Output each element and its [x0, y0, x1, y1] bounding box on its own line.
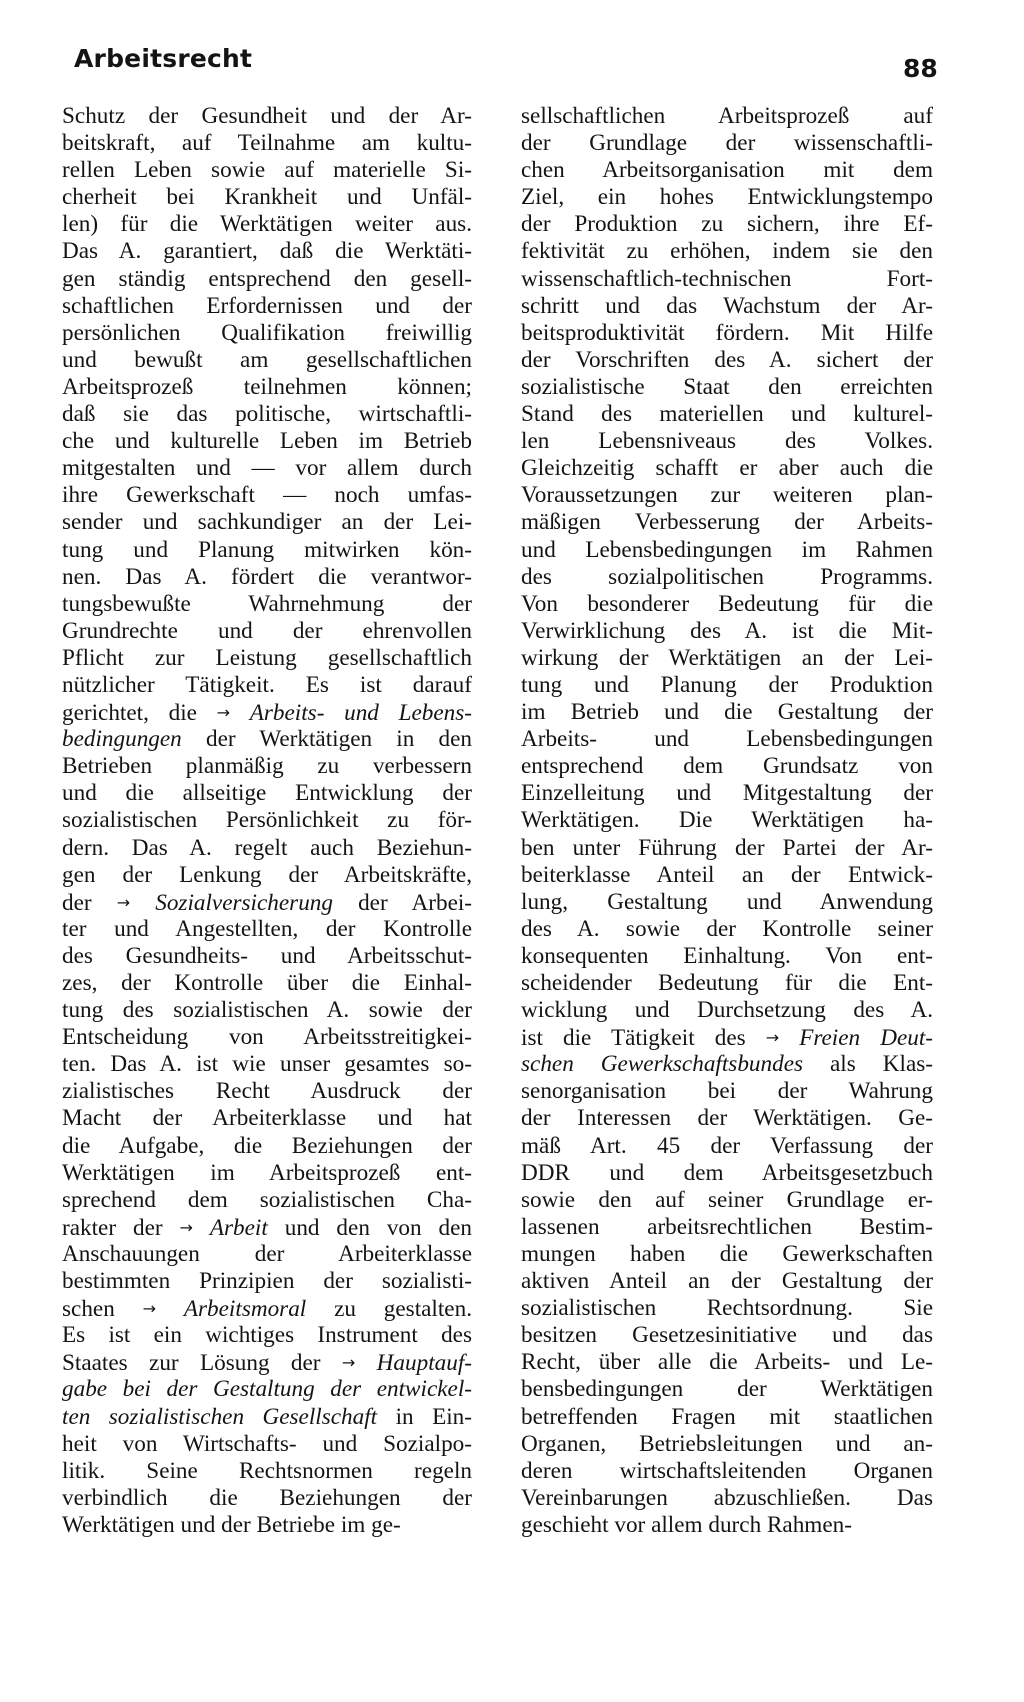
text-segment: bestimmten Prinzipien der sozialisti- [62, 1268, 472, 1295]
text-segment: nützlicher Tätigkeit. Es ist darauf [62, 671, 472, 698]
text-segment: heit von Wirtschafts- und Sozialpo- [62, 1430, 472, 1457]
cross-reference-term: ten sozialistischen Gesellschaft [62, 1403, 378, 1430]
text-line [62, 293, 472, 320]
text-segment: Das A. garantiert, daß die Werktäti- [62, 238, 472, 265]
text-line [62, 428, 472, 455]
text-line [62, 509, 472, 536]
text-segment: Entscheidung von Arbeitsstreitigkei- [62, 1024, 472, 1051]
text-segment: nen. Das A. fördert die verantwor- [62, 563, 472, 590]
text-segment: Werktätigen und der Betriebe im ge- [62, 1511, 401, 1538]
text-segment: schritt und das Wachstum der Ar- [521, 292, 933, 319]
text-line [62, 1349, 472, 1376]
text-line [62, 889, 472, 916]
text-segment: gen ständig entsprechend den gesell- [62, 265, 472, 292]
text-line [521, 130, 933, 157]
text-line [62, 807, 472, 834]
text-line [521, 1295, 933, 1322]
text-segment: der Arbei- [332, 889, 472, 916]
text-line [521, 320, 933, 347]
text-segment: zu gestalten. [306, 1296, 472, 1323]
text-segment: Organen, Betriebsleitungen und an- [521, 1430, 933, 1457]
text-line [62, 618, 472, 645]
text-segment: beiterklasse Anteil an der Entwick- [521, 861, 933, 888]
text-line [521, 266, 933, 293]
text-line [521, 916, 933, 943]
text-segment: Recht, über alle die Arbeits- und Le- [521, 1349, 933, 1376]
text-segment: der Grundlage der wissenschaftli- [521, 130, 933, 157]
text-line [62, 835, 472, 862]
cross-reference-term: schen Gewerkschaftsbundes [521, 1051, 804, 1078]
text-segment: Pflicht zur Leistung gesellschaftlich [62, 644, 472, 671]
text-line [521, 1376, 933, 1403]
text-segment: im Betrieb und die Gestaltung der [521, 699, 933, 726]
text-segment: sozialistische Staat den erreichten [521, 373, 933, 400]
text-segment: Macht der Arbeiterklasse und hat [62, 1105, 472, 1132]
text-line [521, 807, 933, 834]
text-segment: tung und Planung mitwirken kön- [62, 536, 472, 563]
text-line [521, 889, 933, 916]
text-line [521, 1458, 933, 1485]
text-segment: betreffenden Fragen mit staatlichen [521, 1403, 933, 1430]
text-line [521, 157, 933, 184]
text-segment: mäß Art. 45 der Verfassung der [521, 1132, 933, 1159]
text-line [521, 591, 933, 618]
text-line [521, 1512, 933, 1539]
text-line [62, 997, 472, 1024]
text-line [521, 1078, 933, 1105]
text-segment: gerichtet, die [62, 700, 217, 727]
text-segment: Ziel, ein hohes Entwicklungstempo [521, 184, 933, 211]
text-line [521, 1431, 933, 1458]
text-line [521, 699, 933, 726]
text-line [521, 618, 933, 645]
text-line [62, 943, 472, 970]
text-segment: Arbeitsprozeß teilnehmen können; [62, 373, 472, 400]
text-segment: lung, Gestaltung und Anwendung [521, 888, 933, 915]
text-segment: daß sie das politische, wirtschaftli- [62, 401, 472, 428]
text-line [521, 835, 933, 862]
cross-reference-term: Freien Deut- [799, 1025, 933, 1052]
text-segment: senorganisation bei der Wahrung [521, 1078, 933, 1105]
text-line [62, 401, 472, 428]
cross-reference-arrow-icon: → [116, 892, 131, 912]
text-line [521, 1187, 933, 1214]
text-segment: ter und Angestellten, der Kontrolle [62, 915, 472, 942]
text-segment: mäßigen Verbesserung der Arbeits- [521, 509, 933, 536]
text-segment: sozialistischen Rechtsordnung. Sie [521, 1295, 933, 1322]
text-segment: der Werktätigen in den [181, 726, 472, 753]
text-segment: wissenschaftlich-technischen Fort- [521, 265, 933, 292]
text-segment: Werktätigen. Die Werktätigen ha- [521, 807, 933, 834]
text-segment: ihre Gewerkschaft — noch umfas- [62, 482, 472, 509]
text-line [521, 103, 933, 130]
text-segment: len Lebensniveaus des Volkes. [521, 428, 933, 455]
cross-reference-arrow-icon: → [179, 1217, 193, 1237]
text-line [62, 1241, 472, 1268]
text-line [62, 726, 472, 753]
text-segment: der Vorschriften des A. sichert der [521, 346, 933, 373]
text-segment: als Klas- [803, 1051, 933, 1078]
text-line [521, 943, 933, 970]
text-line [62, 1431, 472, 1458]
text-line [62, 1214, 472, 1241]
text-line [62, 184, 472, 211]
text-line [62, 780, 472, 807]
text-line [62, 320, 472, 347]
text-line [521, 1241, 933, 1268]
text-line [62, 564, 472, 591]
text-column-right [521, 103, 933, 1539]
cross-reference-term: Arbeit [209, 1214, 268, 1241]
text-segment: sellschaftlichen Arbeitsprozeß auf [521, 103, 933, 129]
text-segment: und bewußt am gesellschaftlichen [62, 346, 472, 373]
text-line [62, 238, 472, 265]
text-segment: chen Arbeitsorganisation mit dem [521, 157, 933, 184]
text-segment: verbindlich die Beziehungen der [62, 1484, 472, 1511]
text-segment: beitsproduktivität fördern. Mit Hilfe [521, 319, 933, 346]
text-line [521, 1105, 933, 1132]
text-segment [355, 1350, 376, 1376]
text-line [521, 347, 933, 374]
text-line [62, 1160, 472, 1187]
text-segment: konsequenten Einhaltung. Von ent- [521, 942, 933, 969]
text-line [521, 726, 933, 753]
text-line [62, 266, 472, 293]
page-header-title: Arbeitsrecht [74, 44, 253, 73]
text-segment: Anschauungen der Arbeiterklasse [62, 1240, 472, 1267]
text-line [62, 1024, 472, 1051]
text-line [521, 401, 933, 428]
text-line [62, 347, 472, 374]
text-segment: scheidender Bedeutung für die Ent- [521, 970, 933, 996]
text-column-left [62, 103, 472, 1539]
text-line [521, 374, 933, 401]
text-segment: dern. Das A. regelt auch Beziehun- [62, 834, 472, 861]
cross-reference-arrow-icon: → [341, 1353, 356, 1373]
text-line [521, 482, 933, 509]
text-line [62, 1404, 472, 1431]
text-line [62, 1133, 472, 1160]
text-segment: und die allseitige Entwicklung der [62, 780, 472, 807]
text-line [62, 916, 472, 943]
text-line [521, 997, 933, 1024]
text-line [62, 645, 472, 672]
text-segment: die Aufgabe, die Beziehungen der [62, 1132, 472, 1159]
text-segment: Werktätigen im Arbeitsprozeß ent- [62, 1159, 472, 1186]
cross-reference-arrow-icon: → [216, 703, 231, 723]
text-segment: schaftlichen Erfordernissen und der [62, 292, 472, 319]
text-segment: der Interessen der Werktätigen. Ge- [521, 1105, 933, 1132]
text-segment: ten. Das A. ist wie unser gesamtes so- [62, 1051, 472, 1078]
text-segment: Stand des materiellen und kulturel- [521, 401, 933, 428]
text-line [62, 130, 472, 157]
text-segment: der [62, 889, 117, 916]
cross-reference-term: Arbeits- und Lebens- [249, 700, 472, 727]
text-line [521, 753, 933, 780]
text-segment: Es ist ein wichtiges Instrument des [62, 1322, 472, 1349]
text-line [62, 211, 472, 238]
text-segment: Voraussetzungen zur weiteren plan- [521, 482, 933, 509]
text-line [62, 455, 472, 482]
text-line [62, 1051, 472, 1078]
text-line [521, 1349, 933, 1376]
cross-reference-term: gabe bei der Gestaltung der entwickel- [62, 1376, 472, 1403]
text-segment: Vereinbarungen abzuschließen. Das [521, 1484, 933, 1511]
text-line [62, 699, 472, 726]
text-line [62, 1458, 472, 1485]
text-segment: wicklung und Durchsetzung des A. [521, 997, 933, 1024]
text-segment: Betrieben planmäßig zu verbessern [62, 753, 472, 780]
text-line [521, 184, 933, 211]
text-line [62, 1295, 472, 1322]
cross-reference-term: bedingungen [62, 726, 182, 753]
text-line [62, 1322, 472, 1349]
text-segment: Von besonderer Bedeutung für die [521, 590, 933, 617]
text-segment: len) für die Werktätigen weiter aus. [62, 211, 472, 238]
text-segment: wirkung der Werktätigen an der Lei- [521, 644, 933, 671]
text-line [62, 862, 472, 889]
text-line [521, 455, 933, 482]
text-segment: gen der Lenkung der Arbeitskräfte, [62, 861, 472, 888]
text-line [521, 238, 933, 265]
text-segment: sprechend dem sozialistischen Cha- [62, 1186, 472, 1213]
text-segment: Arbeits- und Lebensbedingungen [521, 726, 933, 753]
cross-reference-term: Hauptauf- [376, 1350, 472, 1377]
text-line [521, 1214, 933, 1241]
text-segment: Schutz der Gesundheit und der Ar- [62, 103, 472, 129]
text-line [521, 1485, 933, 1512]
text-segment: sender und sachkundiger an der Lei- [62, 509, 472, 536]
text-line [62, 1485, 472, 1512]
text-segment: deren wirtschaftsleitenden Organen [521, 1457, 933, 1484]
text-line [62, 591, 472, 618]
text-line [521, 1051, 933, 1078]
text-segment [156, 1296, 184, 1322]
text-line [62, 1376, 472, 1403]
text-segment: Verwirklichung des A. ist die Mit- [521, 617, 933, 644]
text-segment: sozialistischen Persönlichkeit zu för- [62, 807, 472, 834]
text-line [62, 374, 472, 401]
text-line [62, 672, 472, 699]
text-line [62, 1512, 472, 1539]
text-segment: che und kulturelle Leben im Betrieb [62, 428, 472, 455]
text-segment: zialistisches Recht Ausdruck der [62, 1078, 472, 1105]
text-segment [193, 1215, 210, 1241]
text-segment: tungsbewußte Wahrnehmung der [62, 590, 472, 617]
text-segment: rellen Leben sowie auf materielle Si- [62, 157, 472, 184]
text-line [521, 537, 933, 564]
text-segment: lassenen arbeitsrechtlichen Bestim- [521, 1213, 933, 1240]
text-segment: fektivität zu erhöhen, indem sie den [521, 238, 933, 265]
text-line [62, 1078, 472, 1105]
text-line [521, 645, 933, 672]
text-segment: der Produktion zu sichern, ihre Ef- [521, 211, 933, 238]
text-segment: besitzen Gesetzesinitiative und das [521, 1322, 933, 1349]
text-segment: des A. sowie der Kontrolle seiner [521, 915, 933, 942]
text-line [521, 1160, 933, 1187]
text-line [521, 293, 933, 320]
text-segment: geschieht vor allem durch Rahmen- [521, 1511, 852, 1538]
text-segment: aktiven Anteil an der Gestaltung der [521, 1268, 933, 1295]
text-line [521, 780, 933, 807]
cross-reference-arrow-icon: → [765, 1028, 780, 1048]
text-line [62, 537, 472, 564]
text-segment: Gleichzeitig schafft er aber auch die [521, 455, 933, 482]
text-line [521, 1322, 933, 1349]
text-line [62, 1187, 472, 1214]
text-line [62, 1105, 472, 1132]
text-segment: tung des sozialistischen A. sowie der [62, 997, 472, 1024]
text-segment: litik. Seine Rechtsnormen regeln [62, 1457, 472, 1484]
text-line [62, 753, 472, 780]
text-segment: tung und Planung der Produktion [521, 671, 933, 698]
text-line [521, 428, 933, 455]
text-line [62, 103, 472, 130]
cross-reference-arrow-icon: → [142, 1299, 157, 1319]
text-segment: bensbedingungen der Werktätigen [521, 1376, 933, 1403]
text-line [62, 970, 472, 997]
cross-reference-term: Arbeitsmoral [183, 1296, 307, 1323]
text-line [521, 672, 933, 699]
text-segment: des Gesundheits- und Arbeitsschut- [62, 942, 472, 969]
text-segment: Grundrechte und der ehrenvollen [62, 617, 472, 644]
text-line [521, 1024, 933, 1051]
text-segment: und Lebensbedingungen im Rahmen [521, 536, 933, 563]
text-line [521, 1404, 933, 1431]
text-line [521, 970, 933, 997]
text-segment: mitgestalten und — vor allem durch [62, 455, 472, 482]
text-segment: entsprechend dem Grundsatz von [521, 753, 933, 780]
text-segment [130, 890, 155, 916]
text-segment: sowie den auf seiner Grundlage er- [521, 1186, 933, 1213]
text-line [62, 482, 472, 509]
text-segment: Einzelleitung und Mitgestaltung der [521, 780, 933, 807]
text-segment: ben unter Führung der Partei der Ar- [521, 834, 933, 861]
text-line [62, 157, 472, 184]
text-segment: Staates zur Lösung der [62, 1350, 342, 1377]
text-segment: beitskraft, auf Teilnahme am kultu- [62, 130, 472, 157]
text-line [521, 1268, 933, 1295]
text-segment: in Ein- [377, 1403, 472, 1430]
text-segment: mungen haben die Gewerkschaften [521, 1240, 933, 1267]
text-segment: rakter der [62, 1214, 180, 1241]
text-segment [230, 700, 250, 726]
text-segment: und den von den [267, 1214, 472, 1241]
text-line [521, 211, 933, 238]
text-line [521, 1133, 933, 1160]
page-number: 88 [903, 54, 938, 83]
text-segment: cherheit bei Krankheit und Unfäl- [62, 184, 472, 211]
text-segment: zes, der Kontrolle über die Einhal- [62, 970, 472, 996]
text-line [521, 564, 933, 591]
text-segment: des sozialpolitischen Programms. [521, 563, 933, 590]
text-segment [779, 1025, 799, 1051]
text-line [521, 509, 933, 536]
text-segment: persönlichen Qualifikation freiwillig [62, 319, 472, 346]
text-line [521, 862, 933, 889]
text-segment: DDR und dem Arbeitsgesetzbuch [521, 1159, 933, 1186]
cross-reference-term: Sozialversicherung [155, 889, 333, 916]
text-line [62, 1268, 472, 1295]
text-segment: schen [62, 1296, 143, 1323]
text-segment: ist die Tätigkeit des [521, 1025, 766, 1052]
